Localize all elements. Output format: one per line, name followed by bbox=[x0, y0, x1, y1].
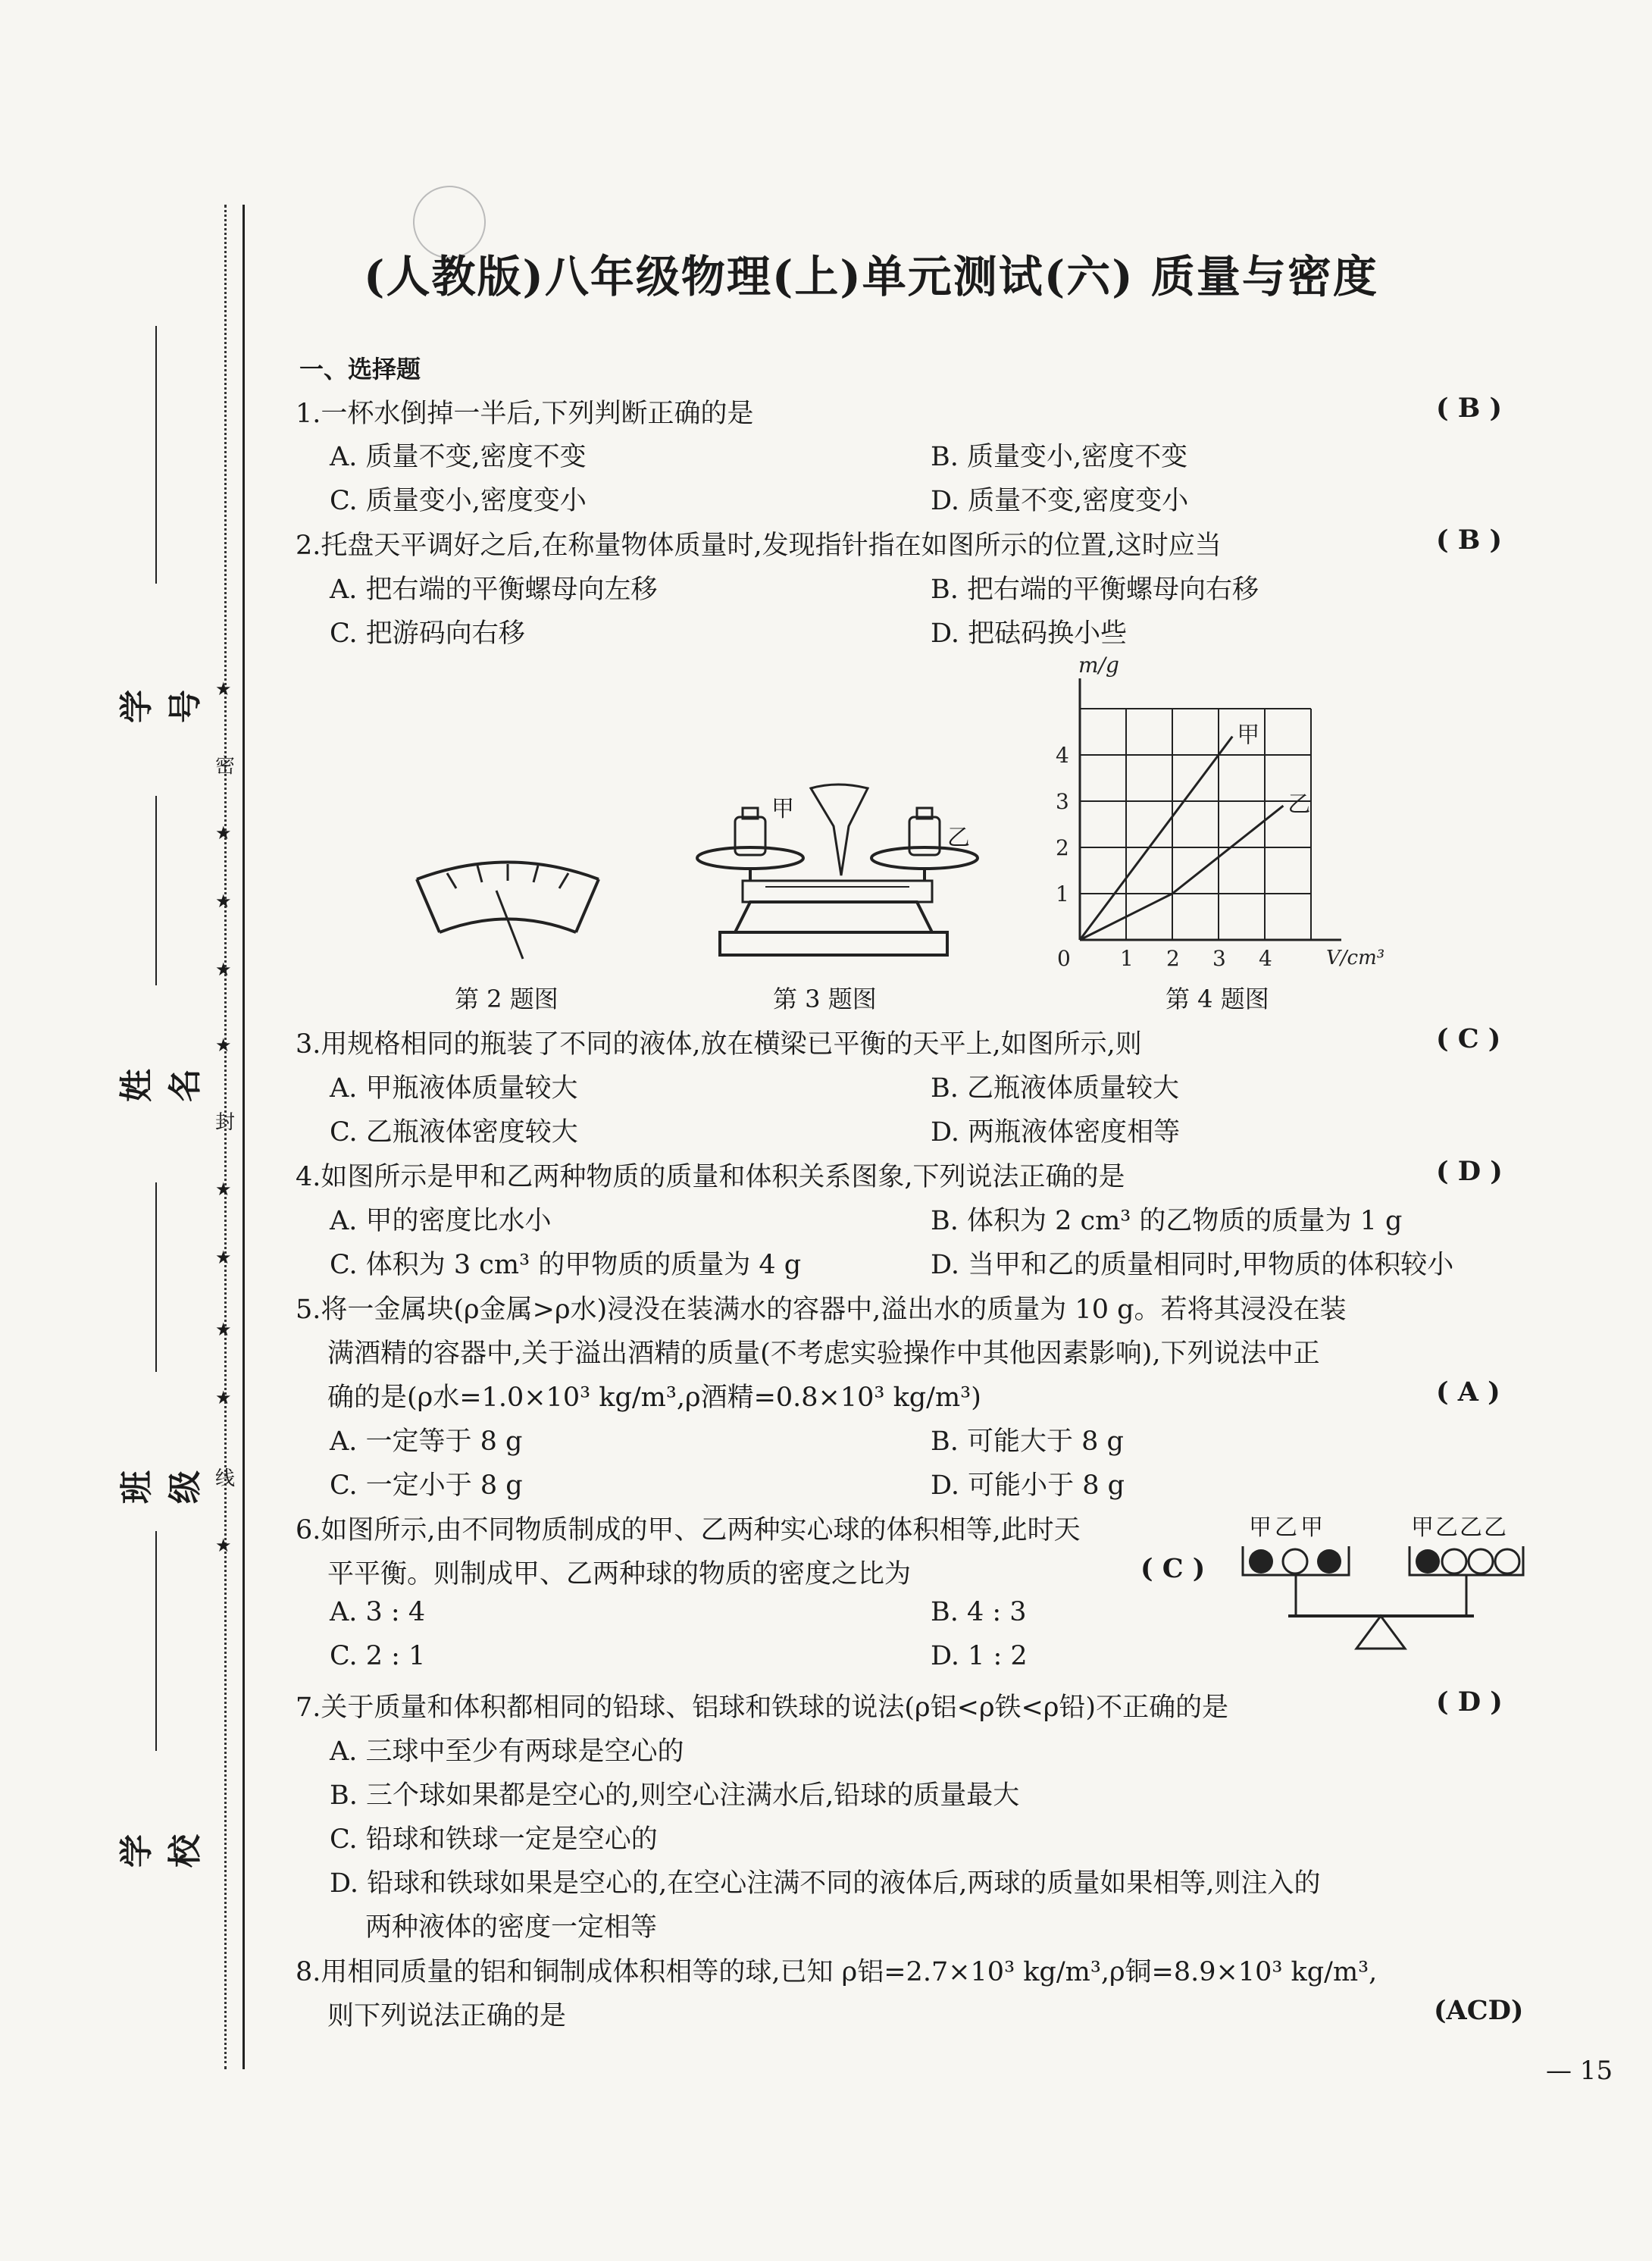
option: C. 体积为 3 cm³ 的甲物质的质量为 4 g bbox=[330, 1250, 802, 1280]
question-1-answer: ( B ) bbox=[1436, 393, 1503, 424]
question-6-answer: ( C ) bbox=[1140, 1553, 1206, 1584]
fig6-right-labels: 甲乙乙乙 bbox=[1411, 1514, 1508, 1541]
y-axis-label: m/g bbox=[1078, 653, 1119, 678]
question-5-stem: 5.将一金属块(ρ金属>ρ水)浸没在装满水的容器中,溢出水的质量为 10 g。若将其浸没在装 bbox=[296, 1295, 1347, 1325]
school-line bbox=[155, 1531, 157, 1751]
seal-char-xian: 线 bbox=[215, 1467, 236, 1490]
option: C. 一定小于 8 g bbox=[330, 1470, 523, 1501]
x-tick-label: 3 bbox=[1212, 946, 1226, 971]
option: D. 把砝码换小些 bbox=[931, 618, 1128, 649]
fig3-caption: 第 3 题图 bbox=[773, 985, 877, 1013]
y-tick-label: 1 bbox=[1056, 882, 1069, 907]
series-line-甲 bbox=[1080, 737, 1232, 940]
option: D. 可能小于 8 g bbox=[931, 1470, 1125, 1501]
binding-line bbox=[242, 205, 245, 2069]
name-line bbox=[155, 796, 157, 985]
series-label: 乙 bbox=[1287, 791, 1311, 819]
question-5-stem-line3: 确的是(ρ水=1.0×10³ kg/m³,ρ酒精=0.8×10³ kg/m³) bbox=[327, 1383, 981, 1413]
option: B. 把右端的平衡螺母向右移 bbox=[931, 575, 1259, 605]
x-tick-label: 4 bbox=[1259, 946, 1272, 971]
seal-dotted-line bbox=[224, 205, 227, 2069]
star-icon: ★ bbox=[215, 1179, 232, 1200]
x-tick-label: 2 bbox=[1166, 946, 1180, 971]
page-title: (人教版)八年级物理(上)单元测试(六) 质量与密度 bbox=[364, 251, 1378, 302]
y-tick-label: 2 bbox=[1056, 835, 1069, 860]
option-continuation: 两种液体的密度一定相等 bbox=[365, 1912, 658, 1943]
option: A. 质量不变,密度不变 bbox=[330, 442, 587, 472]
fig3-label-jia: 甲 bbox=[771, 796, 794, 822]
star-icon: ★ bbox=[215, 1387, 232, 1408]
fig4-chart bbox=[1046, 653, 1440, 971]
question-7-stem: 7.关于质量和体积都相同的铅球、铝球和铁球的说法(ρ铝<ρ铁<ρ铅)不正确的是 bbox=[296, 1693, 1229, 1723]
option: A. 甲的密度比水小 bbox=[330, 1206, 552, 1236]
option: D. 1 : 2 bbox=[931, 1641, 1028, 1671]
fig3-label-yi: 乙 bbox=[947, 825, 970, 851]
option: B. 三个球如果都是空心的,则空心注满水后,铅球的质量最大 bbox=[330, 1780, 1020, 1811]
section-heading: 一、选择题 bbox=[299, 355, 421, 384]
option: C. 把游码向右移 bbox=[330, 618, 525, 649]
y-tick-label: 3 bbox=[1056, 789, 1069, 814]
name-label: 姓名 bbox=[117, 1069, 205, 1102]
option: D. 铅球和铁球如果是空心的,在空心注满不同的液体后,两球的质量如果相等,则注入的 bbox=[330, 1868, 1321, 1899]
x-tick-label: 1 bbox=[1120, 946, 1134, 971]
option: D. 当甲和乙的质量相同时,甲物质的体积较小 bbox=[931, 1250, 1454, 1280]
fig3-balance bbox=[690, 788, 993, 970]
option: B. 4 : 3 bbox=[931, 1597, 1027, 1627]
option: C. 2 : 1 bbox=[330, 1641, 426, 1671]
fig6-left-labels: 甲乙甲 bbox=[1249, 1514, 1326, 1541]
question-6-stem: 6.如图所示,由不同物质制成的甲、乙两种实心球的体积相等,此时天 bbox=[296, 1515, 1081, 1545]
fig6-lever bbox=[1235, 1539, 1538, 1660]
star-icon: ★ bbox=[215, 1535, 232, 1556]
option: C. 乙瓶液体密度较大 bbox=[330, 1117, 578, 1148]
star-icon: ★ bbox=[215, 1319, 232, 1340]
question-2-answer: ( B ) bbox=[1436, 525, 1503, 556]
option: B. 体积为 2 cm³ 的乙物质的质量为 1 g bbox=[931, 1206, 1403, 1236]
question-3-answer: ( C ) bbox=[1436, 1023, 1501, 1054]
question-5-answer: ( A ) bbox=[1436, 1376, 1500, 1408]
class-line bbox=[155, 1182, 157, 1372]
x-tick-label: 0 bbox=[1057, 946, 1071, 971]
question-1-stem: 1.一杯水倒掉一半后,下列判断正确的是 bbox=[296, 399, 754, 429]
option: C. 质量变小,密度变小 bbox=[330, 486, 587, 516]
series-line-乙 bbox=[1080, 806, 1283, 940]
question-2-stem: 2.托盘天平调好之后,在称量物体质量时,发现指针指在如图所示的位置,这时应当 bbox=[296, 531, 1222, 561]
page-number: — 15 bbox=[1546, 2056, 1613, 2086]
student-number-line bbox=[155, 326, 157, 584]
option: A. 把右端的平衡螺母向左移 bbox=[330, 575, 658, 605]
question-7-answer: ( D ) bbox=[1436, 1686, 1503, 1718]
seal-char-mi: 密 bbox=[215, 755, 236, 778]
star-icon: ★ bbox=[215, 959, 232, 980]
option: B. 可能大于 8 g bbox=[931, 1426, 1124, 1457]
student-number-label: 学号 bbox=[117, 690, 205, 723]
star-icon: ★ bbox=[215, 1247, 232, 1268]
question-4-stem: 4.如图所示是甲和乙两种物质的质量和体积关系图象,下列说法正确的是 bbox=[296, 1162, 1125, 1192]
fig2-caption: 第 2 题图 bbox=[455, 985, 558, 1013]
series-label: 甲 bbox=[1237, 722, 1260, 749]
chart-lines bbox=[1080, 737, 1283, 940]
chart-labels bbox=[1056, 653, 1384, 971]
option: A. 一定等于 8 g bbox=[330, 1426, 523, 1457]
option: A. 三球中至少有两球是空心的 bbox=[330, 1736, 684, 1767]
question-8-answer: (ACD) bbox=[1434, 1995, 1524, 2026]
option: D. 质量不变,密度变小 bbox=[931, 486, 1189, 516]
x-axis-label: V/cm³ bbox=[1326, 947, 1385, 969]
class-label: 班级 bbox=[117, 1470, 205, 1504]
star-icon: ★ bbox=[215, 891, 232, 912]
star-icon: ★ bbox=[215, 1035, 232, 1056]
seal-char-feng: 封 bbox=[215, 1111, 236, 1134]
star-icon: ★ bbox=[215, 678, 232, 700]
option: A. 3 : 4 bbox=[330, 1597, 426, 1627]
fig2-dial bbox=[409, 849, 606, 970]
question-5-stem-line2: 满酒精的容器中,关于溢出酒精的质量(不考虑实验操作中其他因素影响),下列说法中正 bbox=[327, 1339, 1320, 1369]
option: B. 质量变小,密度不变 bbox=[931, 442, 1188, 472]
star-icon: ★ bbox=[215, 822, 232, 844]
question-6-stem-line2: 平平衡。则制成甲、乙两种球的物质的密度之比为 bbox=[327, 1559, 912, 1589]
question-3-stem: 3.用规格相同的瓶装了不同的液体,放在横梁已平衡的天平上,如图所示,则 bbox=[296, 1029, 1142, 1060]
y-tick-label: 4 bbox=[1056, 743, 1069, 768]
option: B. 乙瓶液体质量较大 bbox=[931, 1073, 1179, 1104]
school-label: 学校 bbox=[117, 1834, 205, 1868]
question-8-stem-line2: 则下列说法正确的是 bbox=[327, 2001, 567, 2031]
question-4-answer: ( D ) bbox=[1436, 1156, 1503, 1187]
option: A. 甲瓶液体质量较大 bbox=[330, 1073, 578, 1104]
option: C. 铅球和铁球一定是空心的 bbox=[330, 1824, 658, 1855]
question-8-stem: 8.用相同质量的铝和铜制成体积相等的球,已知 ρ铝=2.7×10³ kg/m³,ρ铜=8.9×10³ kg/m³, bbox=[296, 1957, 1378, 1987]
fig4-caption: 第 4 题图 bbox=[1165, 985, 1269, 1013]
option: D. 两瓶液体密度相等 bbox=[931, 1117, 1181, 1148]
